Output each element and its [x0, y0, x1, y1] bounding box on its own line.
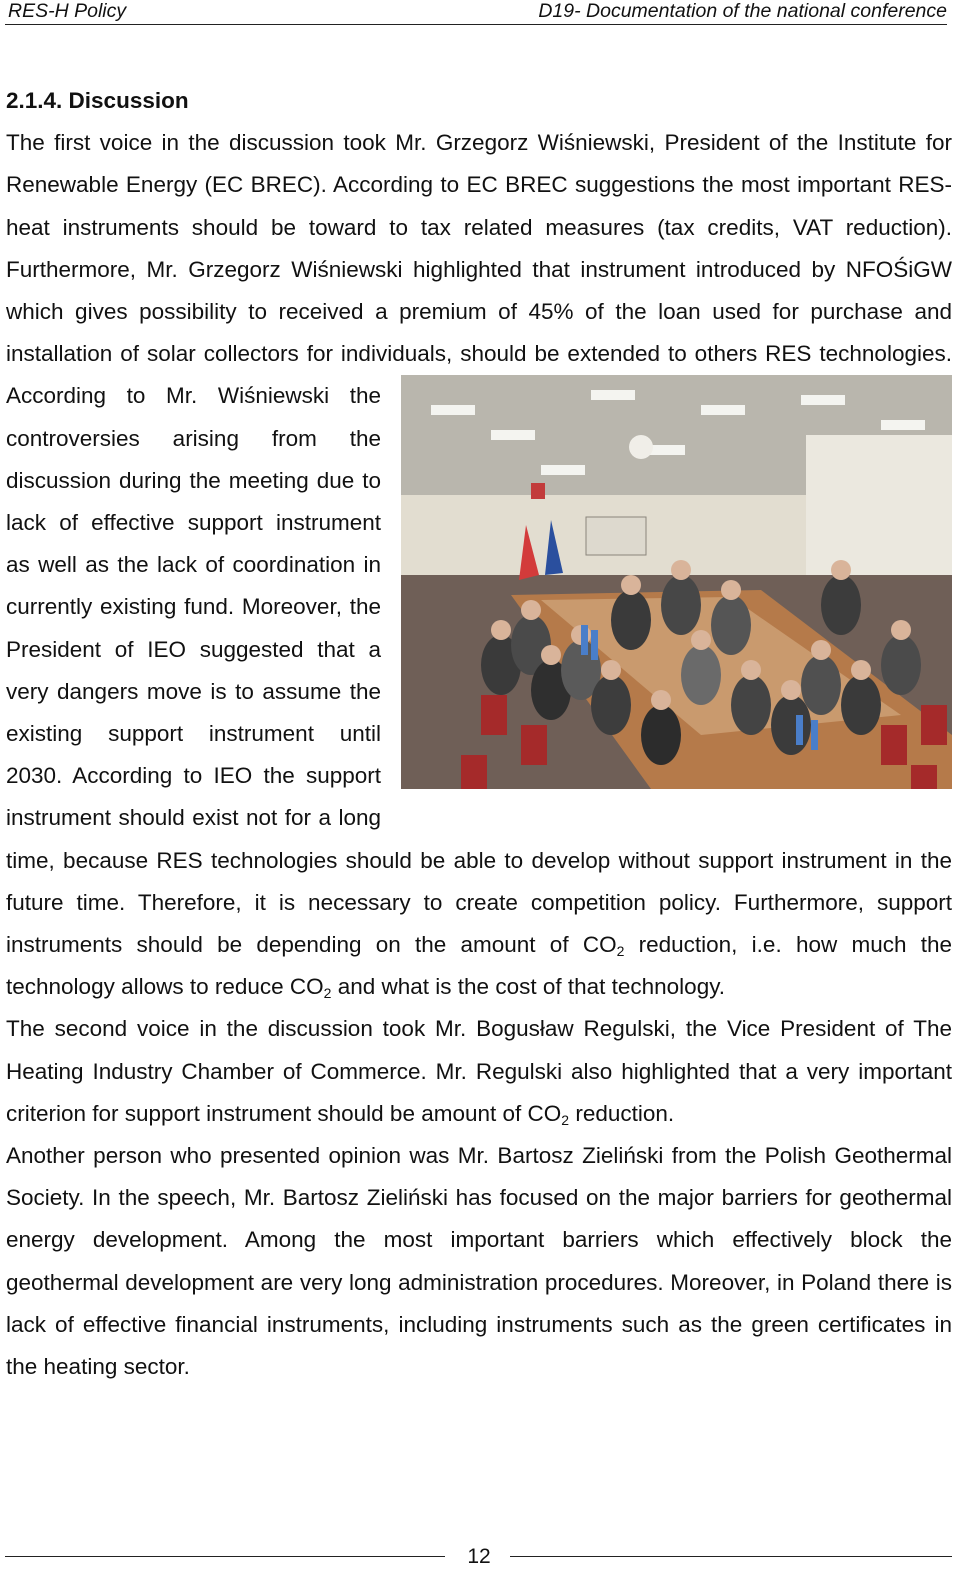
attendee-head [721, 580, 741, 600]
paragraph-2 [6, 1008, 952, 1135]
conference-room-image [401, 375, 952, 789]
attendee-head [621, 575, 641, 595]
header-right: D19- Documentation of the national conference [538, 0, 947, 22]
ceiling-lamp [629, 435, 653, 459]
paragraph-1-text-lead: The first voice in the discussion took Mr. Grzegorz Wiśniewski, President of the Institute for Renewable Energy (EC BREC). According to EC BREC suggestions the most important RES-heat instruments should be toward to tax related measures (tax credits, VAT reduction). Furthermore, Mr. Grzegorz Wiśniewski highlighted that instrument introduced by NFOŚiGW which gives possibility to received a premium of 45% of the loan used for purchase and installation of solar collectors for individuals, [6, 130, 952, 367]
red-chair [521, 725, 547, 765]
paragraph-1-text-a: should be extended to others RES technologies. According to Mr. Wiśniewski the controversies arising from the discussion during the meeting due to lack of effective support instrument as well as the lack of coordination in currently existing fund. Moreover, the President of IEO suggested that a very dangers move is to assume the existing support instrument until 2030. According to IEO the support instrument should exist not for a long time, because RES technologies should be able to develop without support instrument in the future time. Therefore, it is necessary to create competition policy. Furthermore, support instruments should be depending on the amount of CO [6, 341, 952, 958]
attendee-head [831, 560, 851, 580]
attendee-body [681, 645, 721, 705]
attendee-head [691, 630, 711, 650]
attendee-body [841, 675, 881, 735]
attendee-body [881, 635, 921, 695]
paragraph-1-text-c: and what is the cost of that technology. [331, 974, 726, 1000]
paragraph-3: Another person who presented opinion was Mr. Bartosz Zieliński from the Polish Geothermal Society. In the speech, Mr. Bartosz Zieliński has focused on the major barriers for geothermal energy development. Among the most important barriers which effectively block the geothermal development are very long administration procedures. Moreover, in Poland there is lack of effective financial instruments, including instruments such as the green certificates in the heating sector. [6, 1143, 952, 1380]
ceiling-light [431, 405, 475, 415]
attendee-body [611, 590, 651, 650]
attendee-head [671, 560, 691, 580]
red-chair [881, 725, 907, 765]
attendee-body [661, 575, 701, 635]
attendee-body [591, 675, 631, 735]
red-chair [911, 765, 937, 789]
attendee-head [491, 620, 511, 640]
conference-photo [401, 375, 952, 789]
water-bottle [796, 715, 803, 745]
ceiling-light [701, 405, 745, 415]
attendee-head [781, 680, 801, 700]
attendee-body [641, 705, 681, 765]
header-left: RES-H Policy [8, 0, 127, 22]
attendee-head [651, 690, 671, 710]
attendee-head [741, 660, 761, 680]
ceiling-light [881, 420, 925, 430]
attendee-head [851, 660, 871, 680]
attendee-head [601, 660, 621, 680]
page-header [5, 0, 947, 25]
footer-rule-right [510, 1556, 952, 1557]
attendee-head [541, 645, 561, 665]
attendee-body [731, 675, 771, 735]
paragraph-1-text-b: reduction, i.e. how much the technology allows to reduce CO [6, 932, 953, 1000]
attendee-head [521, 600, 541, 620]
ceiling-light [591, 390, 635, 400]
co2-subscript: 2 [616, 943, 625, 960]
ceiling-light [541, 465, 585, 475]
co2-subscript: 2 [561, 1111, 570, 1128]
page-footer [0, 1540, 960, 1570]
page-content [6, 80, 952, 1388]
attendee-body [771, 695, 811, 755]
paragraph-2-text-b: reduction. [569, 1100, 675, 1126]
red-chair [461, 755, 487, 789]
section-heading: 2.1.4. Discussion [6, 88, 189, 113]
page-number: 12 [467, 1545, 491, 1568]
attendee-body [711, 595, 751, 655]
paragraph-2-text-a: The second voice in the discussion took Mr. Bogusław Regulski, the Vice President of The Heating Industry Chamber of Commerce. Mr. Regulski also highlighted that a very important criterion for support instrument should be amount of CO [6, 1016, 952, 1126]
attendee-body [821, 575, 861, 635]
whiteboard [586, 517, 646, 555]
emblem [531, 483, 545, 499]
paragraph-1 [6, 122, 952, 1008]
attendee-head [811, 640, 831, 660]
ceiling-light [491, 430, 535, 440]
water-bottle [581, 625, 588, 655]
water-bottle [811, 720, 818, 750]
water-bottle [591, 630, 598, 660]
attendee-body [801, 655, 841, 715]
red-chair [481, 695, 507, 735]
attendee-head [891, 620, 911, 640]
footer-rule-left [5, 1556, 445, 1557]
ceiling-light [801, 395, 845, 405]
co2-subscript: 2 [323, 985, 332, 1002]
red-chair [921, 705, 947, 745]
